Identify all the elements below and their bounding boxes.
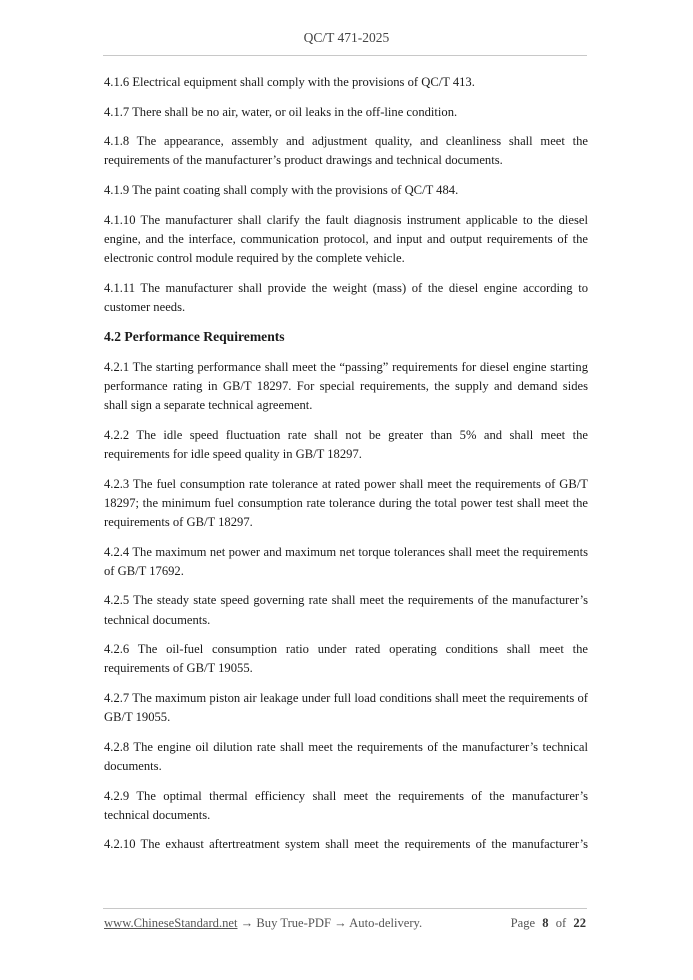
clause-4-2-6: 4.2.6 The oil-fuel consumption ratio under rated operating conditions shall meet the requirements of GB/T 19055.	[104, 642, 588, 676]
clause-4-1-8: 4.1.8 The appearance, assembly and adjustment quality, and cleanliness shall meet the requirements of the manufacturer’s product drawings and technical documents.	[104, 134, 588, 168]
document-header-title: QC/T 471-2025	[303, 30, 390, 45]
clause-4-2-7: 4.2.7 The maximum piston air leakage under full load conditions shall meet the requirements of GB/T 19055.	[104, 690, 588, 725]
clause-4-2-5: 4.2.5 The steady state speed governing rate shall meet the requirements of the manufacturer’s technical documents.	[104, 593, 588, 627]
clause-4-1-10: 4.1.10 The manufacturer shall clarify the fault diagnosis instrument applicable to the diesel engine, and the interface, communication protocol, and input and output requirements of the electronic control module required by the complete vehicle.	[104, 212, 588, 265]
clause-4-2-9: 4.2.9 The optimal thermal efficiency shall meet the requirements of the manufacturer’s technical documents.	[104, 788, 588, 822]
current-page-number: 8	[542, 916, 549, 930]
arrow-right-icon: →	[334, 916, 347, 930]
clause-4-1-7: 4.1.7 There shall be no air, water, or oil leaks in the off-line condition.	[104, 104, 458, 119]
header-divider	[103, 55, 587, 56]
clause-4-2-4: 4.2.4 The maximum net power and maximum net torque tolerances shall meet the requirements of GB/T 17692.	[104, 544, 588, 578]
page-label: Page	[510, 916, 536, 930]
total-pages-number: 22	[573, 916, 586, 930]
clause-4-2-10: 4.2.10 The exhaust aftertreatment system shall meet the requirements of the manufacturer’s	[104, 837, 588, 852]
page-footer	[104, 916, 586, 931]
clause-4-1-6: 4.1.6 Electrical equipment shall comply with the provisions of QC/T 413.	[104, 75, 475, 89]
clause-4-1-11: 4.1.11 The manufacturer shall provide the weight (mass) of the diesel engine according to customer needs.	[104, 280, 588, 314]
clause-4-2-3: 4.2.3 The fuel consumption rate tolerance at rated power shall meet the requirements of GB/T 18297; the minimum fuel consumption rate tolerance during the total power test shall meet the requirements of GB/T 18297.	[104, 476, 588, 529]
section-heading-4-2: 4.2 Performance Requirements	[104, 329, 285, 345]
clause-4-2-1: 4.2.1 The starting performance shall meet the “passing” requirements for diesel engine starting performance rating in GB/T 18297. For special requirements, the supply and demand sides shall sign a separate technical agreement.	[104, 359, 588, 413]
arrow-right-icon: →	[240, 916, 254, 930]
page-content	[104, 73, 588, 865]
footer-divider	[103, 908, 587, 909]
buy-pdf-text: Buy True-PDF	[256, 916, 331, 930]
clause-4-1-9: 4.1.9 The paint coating shall comply with the provisions of QC/T 484.	[104, 182, 459, 197]
page-indicator	[511, 916, 586, 931]
website-link[interactable]: www.ChineseStandard.net	[104, 916, 238, 930]
auto-delivery-text: Auto-delivery.	[349, 916, 423, 930]
clause-4-2-2: 4.2.2 The idle speed fluctuation rate shall not be greater than 5% and shall meet the requirements for idle speed quality in GB/T 18297.	[104, 427, 588, 461]
page-of-label: of	[555, 916, 567, 930]
clause-4-2-8: 4.2.8 The engine oil dilution rate shall meet the requirements of the manufacturer’s technical documents.	[104, 739, 588, 773]
footer-promo	[104, 916, 422, 931]
